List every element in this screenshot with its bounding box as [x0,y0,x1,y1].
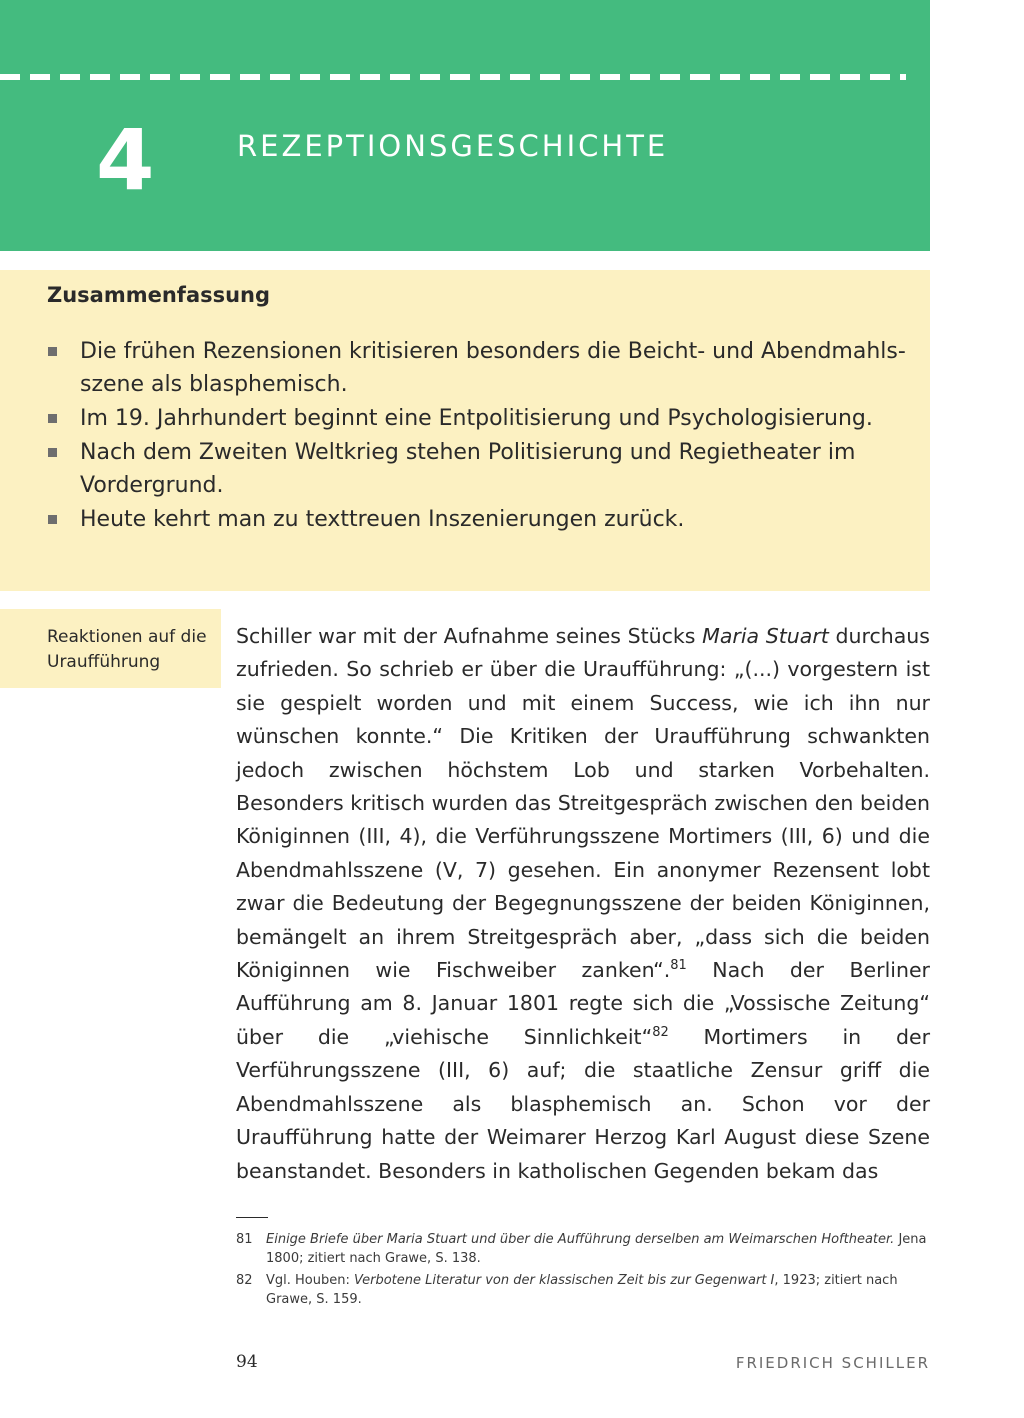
footnote-italic: Einige Briefe über Maria Stuart und über die Aufführung derselben am Weimarschen Hoftheater. [266,1232,895,1247]
chapter-number: 4 [96,111,155,209]
summary-item [0,402,930,435]
body-text-segment: Nach der Berliner Aufführung am 8. Januar 1801 regte sich die „Vossische Zeitung“ über die „viehische Sinnlichkeit“ [236,958,930,1049]
summary-item [0,335,930,401]
chapter-title: REZEPTIONSGESCHICHTE [237,129,669,163]
square-bullet-icon [48,448,57,457]
footnote-ref-82[interactable]: 82 [652,1025,669,1041]
summary-title: Zusammenfassung [47,283,271,307]
footnote [236,1230,930,1268]
body-text-segment: Mortimers in der Verführungsszene (III, 6) auf; die staatliche Zensur griff die Abendmahlsszene als blasphemisch an. Schon vor der Uraufführung hatte der Weimarer Herzog Karl August diese Szene beanstandet. Besonders in katholischen Gegenden bekam das [236,1024,930,1183]
summary-item-text: Nach dem Zweiten Weltkrieg stehen Politisierung und Regietheater im Vordergrund. [80,440,856,498]
footnote-number: 81 [236,1232,253,1247]
body-text-segment: Schiller war mit der Aufnahme seines Stücks [236,624,703,648]
body-paragraph [236,620,930,1188]
summary-list [0,335,930,537]
summary-item-text: Im 19. Jahrhundert beginnt eine Entpolitisierung und Psychologisierung. [80,406,873,431]
footnote-text: Vgl. Houben: [266,1273,354,1288]
footnote-text: , 1923; zitiert nach Grawe, S. 159. [266,1273,898,1307]
footnote [236,1271,930,1309]
footnote-rule [236,1217,268,1218]
summary-item-text: Heute kehrt man zu texttreuen Inszenierungen zurück. [80,507,685,532]
footnotes [236,1230,930,1312]
summary-item-text: Die frühen Rezensionen kritisieren besonders die Beicht- und Abendmahlsszene als blasphemisch. [80,339,906,397]
work-title: Maria Stuart [702,624,829,648]
footnote-text: Jena 1800; zitiert nach Grawe, S. 138. [266,1232,927,1266]
margin-note-label: Reaktionen auf die Uraufführung [47,627,207,672]
summary-item [0,503,930,536]
footnote-italic: Verbotene Literatur von der klassischen Zeit bis zur Gegenwart I [354,1273,775,1288]
summary-item [0,436,930,502]
footnote-ref-81[interactable]: 81 [670,958,687,974]
page-number: 94 [236,1352,258,1372]
running-head: FRIEDRICH SCHILLER [735,1354,930,1372]
square-bullet-icon [48,347,57,356]
body-text-segment: durchaus zufrieden. So schrieb er über die Uraufführung: „(...) vorgestern ist sie gespielt worden und mit einem Success, wie ich ihn nur wünschen konnte.“ Die Kritiken der Uraufführung schwankten jedoch zwischen höchstem Lob und starken Vorbehalten. Besonders kritisch wurden das Streitgespräch zwischen den beiden Königinnen (III, 4), die Verführungsszene Mortimers (III, 6) und die Abendmahlsszene (V, 7) gesehen. Ein anonymer Rezensent lobt zwar die Bedeutung der Begegnungsszene der beiden Königinnen, bemängelt an ihrem Streitgespräch aber, „dass sich die beiden Königinnen wie Fischweiber zanken“. [236,624,930,983]
square-bullet-icon [48,414,57,423]
square-bullet-icon [48,515,57,524]
footnote-number: 82 [236,1273,253,1288]
dashed-divider [0,74,906,80]
